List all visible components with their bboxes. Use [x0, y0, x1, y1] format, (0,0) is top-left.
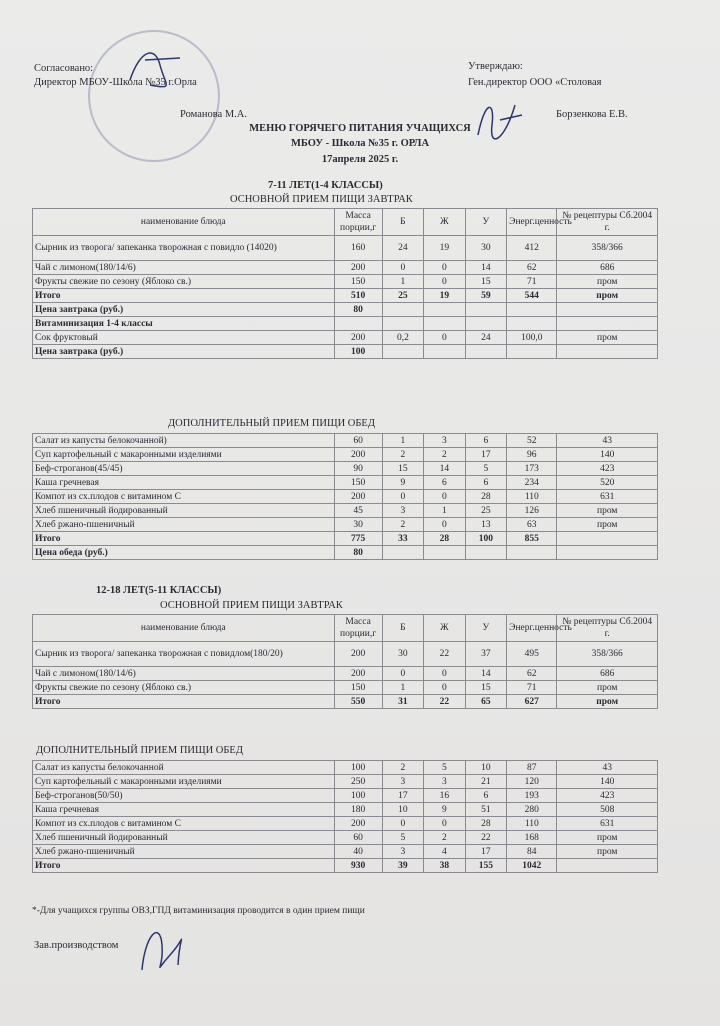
value-cell: 168: [507, 831, 557, 845]
value-cell: 5: [465, 462, 507, 476]
value-cell: 3: [424, 434, 466, 448]
column-header: У: [465, 209, 507, 236]
dish-name-cell: Хлеб пшеничный йодированный: [33, 831, 335, 845]
column-header: № рецептуры Сб.2004 г.: [557, 209, 658, 236]
value-cell: 24: [465, 331, 507, 345]
value-cell: 80: [334, 546, 382, 560]
approval-left-name: Романова М.А.: [180, 109, 248, 120]
value-cell: 0: [424, 518, 466, 532]
value-cell: 3: [382, 845, 424, 859]
value-cell: 140: [557, 775, 658, 789]
value-cell: 87: [507, 761, 557, 775]
value-cell: 775: [334, 532, 382, 546]
table-row: [33, 761, 658, 775]
column-header: Ж: [424, 209, 466, 236]
value-cell: 100: [334, 789, 382, 803]
school-name: МБОУ - Школа №35 г. ОРЛА: [290, 138, 430, 149]
value-cell: 14: [465, 667, 507, 681]
value-cell: 38: [424, 859, 466, 873]
group1-breakfast-table: [32, 208, 658, 359]
table-row: [33, 236, 658, 261]
table-row: [33, 462, 658, 476]
value-cell: 96: [507, 448, 557, 462]
value-cell: 627: [507, 695, 557, 709]
value-cell: 423: [557, 462, 658, 476]
table-row: [33, 532, 658, 546]
value-cell: 28: [424, 532, 466, 546]
value-cell: 17: [465, 448, 507, 462]
group1-lunch-title: ДОПОЛНИТЕЛЬНЫЙ ПРИЕМ ПИЩИ ОБЕД: [168, 418, 375, 429]
dish-name-cell: Итого: [33, 859, 335, 873]
table-row: [33, 317, 658, 331]
value-cell: 423: [557, 789, 658, 803]
value-cell: 686: [557, 667, 658, 681]
menu-date: 17апреля 2025 г.: [321, 154, 399, 165]
value-cell: [424, 303, 466, 317]
value-cell: 5: [424, 761, 466, 775]
menu-title: МЕНЮ ГОРЯЧЕГО ПИТАНИЯ УЧАЩИХСЯ: [249, 123, 471, 134]
value-cell: [465, 303, 507, 317]
value-cell: 17: [465, 845, 507, 859]
value-cell: 686: [557, 261, 658, 275]
value-cell: 0: [424, 275, 466, 289]
value-cell: 930: [334, 859, 382, 873]
value-cell: 855: [507, 532, 557, 546]
value-cell: 1: [382, 275, 424, 289]
group1-lunch-table: [32, 433, 658, 560]
dish-name-cell: Компот из сх.плодов с витамином С: [33, 490, 335, 504]
value-cell: 173: [507, 462, 557, 476]
value-cell: 200: [334, 490, 382, 504]
value-cell: 0,2: [382, 331, 424, 345]
value-cell: пром: [557, 504, 658, 518]
value-cell: 250: [334, 775, 382, 789]
table-row: [33, 434, 658, 448]
table-row: [33, 845, 658, 859]
signature-label: Зав.производством: [34, 940, 119, 951]
table-row: [33, 831, 658, 845]
dish-name-cell: Чай с лимоном(180/14/6): [33, 667, 335, 681]
value-cell: 2: [424, 831, 466, 845]
value-cell: 28: [465, 490, 507, 504]
value-cell: [424, 546, 466, 560]
value-cell: 16: [424, 789, 466, 803]
table-row: [33, 667, 658, 681]
value-cell: 90: [334, 462, 382, 476]
value-cell: 22: [465, 831, 507, 845]
dish-name-cell: Хлеб ржано-пшеничный: [33, 518, 335, 532]
dish-name-cell: Сырник из творога/ запеканка творожная с повидлом(180/20): [33, 642, 335, 667]
value-cell: 22: [424, 695, 466, 709]
table-row: [33, 289, 658, 303]
value-cell: [507, 317, 557, 331]
value-cell: пром: [557, 518, 658, 532]
table-row: [33, 331, 658, 345]
value-cell: 30: [334, 518, 382, 532]
value-cell: 631: [557, 490, 658, 504]
column-header: наименование блюда: [33, 209, 335, 236]
dish-name-cell: Витаминизация 1-4 классы: [33, 317, 335, 331]
value-cell: 126: [507, 504, 557, 518]
value-cell: 200: [334, 331, 382, 345]
value-cell: 24: [382, 236, 424, 261]
value-cell: 10: [465, 761, 507, 775]
approval-left-label: Согласовано:: [34, 63, 94, 74]
table-row: [33, 681, 658, 695]
value-cell: 0: [382, 817, 424, 831]
value-cell: 100,0: [507, 331, 557, 345]
dish-name-cell: Суп картофельный с макаронными изделиями: [33, 448, 335, 462]
table-row: [33, 504, 658, 518]
value-cell: 110: [507, 817, 557, 831]
value-cell: пром: [557, 695, 658, 709]
value-cell: [465, 345, 507, 359]
group2-age-title: 12-18 ЛЕТ(5-11 КЛАССЫ): [96, 585, 222, 596]
value-cell: 0: [382, 667, 424, 681]
value-cell: 3: [382, 504, 424, 518]
value-cell: 100: [334, 761, 382, 775]
dish-name-cell: Сок фруктовый: [33, 331, 335, 345]
value-cell: [557, 532, 658, 546]
group2-breakfast-title: ОСНОВНОЙ ПРИЕМ ПИЩИ ЗАВТРАК: [160, 600, 343, 611]
table-row: [33, 518, 658, 532]
value-cell: 15: [465, 275, 507, 289]
value-cell: 39: [382, 859, 424, 873]
dish-name-cell: Хлеб ржано-пшеничный: [33, 845, 335, 859]
value-cell: 150: [334, 476, 382, 490]
value-cell: 28: [465, 817, 507, 831]
value-cell: 25: [382, 289, 424, 303]
table-row: [33, 817, 658, 831]
value-cell: 120: [507, 775, 557, 789]
approval-right-name: Борзенкова Е.В.: [556, 109, 628, 120]
value-cell: 200: [334, 261, 382, 275]
value-cell: 508: [557, 803, 658, 817]
value-cell: 160: [334, 236, 382, 261]
value-cell: 412: [507, 236, 557, 261]
value-cell: 14: [465, 261, 507, 275]
value-cell: 30: [382, 642, 424, 667]
value-cell: 65: [465, 695, 507, 709]
value-cell: 193: [507, 789, 557, 803]
value-cell: 510: [334, 289, 382, 303]
value-cell: 2: [424, 448, 466, 462]
table-row: [33, 303, 658, 317]
value-cell: [507, 345, 557, 359]
value-cell: 33: [382, 532, 424, 546]
table-row: [33, 275, 658, 289]
value-cell: 63: [507, 518, 557, 532]
value-cell: 60: [334, 434, 382, 448]
value-cell: 9: [424, 803, 466, 817]
value-cell: [382, 303, 424, 317]
value-cell: 0: [424, 681, 466, 695]
value-cell: 80: [334, 303, 382, 317]
value-cell: 155: [465, 859, 507, 873]
dish-name-cell: Итого: [33, 289, 335, 303]
value-cell: 15: [382, 462, 424, 476]
table-row: [33, 789, 658, 803]
value-cell: [382, 317, 424, 331]
value-cell: [424, 317, 466, 331]
table-row: [33, 695, 658, 709]
value-cell: пром: [557, 289, 658, 303]
value-cell: 13: [465, 518, 507, 532]
value-cell: 9: [382, 476, 424, 490]
group2-lunch-title: ДОПОЛНИТЕЛЬНЫЙ ПРИЕМ ПИЩИ ОБЕД: [36, 745, 243, 756]
value-cell: 15: [465, 681, 507, 695]
value-cell: 22: [424, 642, 466, 667]
value-cell: 0: [424, 331, 466, 345]
value-cell: 631: [557, 817, 658, 831]
dish-name-cell: Итого: [33, 695, 335, 709]
group1-breakfast-title: ОСНОВНОЙ ПРИЕМ ПИЩИ ЗАВТРАК: [230, 194, 413, 205]
value-cell: пром: [557, 831, 658, 845]
approval-right-position: Ген.директор ООО «Столовая: [468, 77, 602, 88]
value-cell: 495: [507, 642, 557, 667]
value-cell: [382, 546, 424, 560]
value-cell: 140: [557, 448, 658, 462]
value-cell: 43: [557, 434, 658, 448]
table-row: [33, 642, 658, 667]
column-header: Энерг.ценность: [507, 615, 557, 642]
dish-name-cell: Цена завтрака (руб.): [33, 303, 335, 317]
value-cell: [557, 317, 658, 331]
value-cell: 234: [507, 476, 557, 490]
value-cell: 62: [507, 261, 557, 275]
table-row: [33, 775, 658, 789]
value-cell: 84: [507, 845, 557, 859]
value-cell: 40: [334, 845, 382, 859]
value-cell: 2: [382, 761, 424, 775]
value-cell: 1042: [507, 859, 557, 873]
value-cell: 6: [424, 476, 466, 490]
column-header: № рецептуры Сб.2004 г.: [557, 615, 658, 642]
value-cell: 150: [334, 275, 382, 289]
director-signature: [120, 40, 190, 100]
value-cell: 10: [382, 803, 424, 817]
value-cell: 1: [382, 681, 424, 695]
production-head-signature: [130, 915, 190, 985]
value-cell: 200: [334, 448, 382, 462]
value-cell: 51: [465, 803, 507, 817]
value-cell: 45: [334, 504, 382, 518]
value-cell: 52: [507, 434, 557, 448]
value-cell: 200: [334, 642, 382, 667]
value-cell: [557, 859, 658, 873]
value-cell: 14: [424, 462, 466, 476]
group2-lunch-table: [32, 760, 658, 873]
value-cell: 71: [507, 681, 557, 695]
dish-name-cell: Беф-строганов(50/50): [33, 789, 335, 803]
value-cell: 200: [334, 667, 382, 681]
value-cell: 0: [424, 490, 466, 504]
dish-name-cell: Фрукты свежие по сезону (Яблоко св.): [33, 681, 335, 695]
approval-right-label: Утверждаю:: [468, 61, 523, 72]
value-cell: 2: [382, 448, 424, 462]
dish-name-cell: Сырник из творога/ запеканка творожная с повидло (14020): [33, 236, 335, 261]
column-header: Ж: [424, 615, 466, 642]
dish-name-cell: Беф-строганов(45/45): [33, 462, 335, 476]
value-cell: 31: [382, 695, 424, 709]
value-cell: 6: [465, 476, 507, 490]
value-cell: 1: [424, 504, 466, 518]
value-cell: 110: [507, 490, 557, 504]
value-cell: 3: [382, 775, 424, 789]
value-cell: 280: [507, 803, 557, 817]
value-cell: 520: [557, 476, 658, 490]
value-cell: 6: [465, 789, 507, 803]
dish-name-cell: Каша гречневая: [33, 476, 335, 490]
value-cell: [382, 345, 424, 359]
dish-name-cell: Итого: [33, 532, 335, 546]
value-cell: 1: [382, 434, 424, 448]
value-cell: [424, 345, 466, 359]
table-row: [33, 859, 658, 873]
dish-name-cell: Фрукты свежие по сезону (Яблоко св.): [33, 275, 335, 289]
value-cell: 358/366: [557, 236, 658, 261]
column-header: наименование блюда: [33, 615, 335, 642]
group1-age-title: 7-11 ЛЕТ(1-4 КЛАССЫ): [268, 180, 383, 191]
dish-name-cell: Каша гречневая: [33, 803, 335, 817]
value-cell: 43: [557, 761, 658, 775]
value-cell: [465, 546, 507, 560]
value-cell: 100: [334, 345, 382, 359]
dish-name-cell: Компот из сх.плодов с витамином С: [33, 817, 335, 831]
approval-left-position: Директор МБОУ-Школа №35 г.Орла: [34, 77, 197, 88]
value-cell: 60: [334, 831, 382, 845]
value-cell: 0: [424, 261, 466, 275]
value-cell: 19: [424, 289, 466, 303]
value-cell: 200: [334, 817, 382, 831]
table-row: [33, 546, 658, 560]
value-cell: 100: [465, 532, 507, 546]
table-row: [33, 261, 658, 275]
table-row: [33, 476, 658, 490]
footnote: *-Для учащихся группы ОВЗ,ГПД витаминизация проводится в один прием пищи: [32, 906, 365, 916]
dish-name-cell: Цена обеда (руб.): [33, 546, 335, 560]
value-cell: пром: [557, 681, 658, 695]
column-header: Масса порции,г: [334, 615, 382, 642]
dish-name-cell: Суп картофельный с макаронными изделиями: [33, 775, 335, 789]
value-cell: [557, 546, 658, 560]
value-cell: 59: [465, 289, 507, 303]
dish-name-cell: Цена завтрака (руб.): [33, 345, 335, 359]
column-header: Б: [382, 615, 424, 642]
value-cell: 150: [334, 681, 382, 695]
column-header: Б: [382, 209, 424, 236]
table-row: [33, 490, 658, 504]
group2-breakfast-table: [32, 614, 658, 709]
column-header: У: [465, 615, 507, 642]
dish-name-cell: Хлеб пшеничный йодированный: [33, 504, 335, 518]
value-cell: 17: [382, 789, 424, 803]
value-cell: [557, 345, 658, 359]
value-cell: 0: [424, 817, 466, 831]
value-cell: 37: [465, 642, 507, 667]
value-cell: 544: [507, 289, 557, 303]
value-cell: 550: [334, 695, 382, 709]
value-cell: [465, 317, 507, 331]
value-cell: 71: [507, 275, 557, 289]
value-cell: пром: [557, 331, 658, 345]
table-row: [33, 345, 658, 359]
value-cell: [507, 546, 557, 560]
value-cell: 62: [507, 667, 557, 681]
value-cell: 358/366: [557, 642, 658, 667]
column-header: Энерг.ценность: [507, 209, 557, 236]
value-cell: 0: [382, 261, 424, 275]
value-cell: [334, 317, 382, 331]
value-cell: 4: [424, 845, 466, 859]
value-cell: 25: [465, 504, 507, 518]
value-cell: [557, 303, 658, 317]
value-cell: 2: [382, 518, 424, 532]
value-cell: [507, 303, 557, 317]
value-cell: 30: [465, 236, 507, 261]
dish-name-cell: Чай с лимоном(180/14/6): [33, 261, 335, 275]
dish-name-cell: Салат из капусты белокочанной): [33, 434, 335, 448]
value-cell: 180: [334, 803, 382, 817]
value-cell: пром: [557, 275, 658, 289]
value-cell: 21: [465, 775, 507, 789]
table-row: [33, 448, 658, 462]
table-row: [33, 803, 658, 817]
column-header: Масса порции,г: [334, 209, 382, 236]
value-cell: 5: [382, 831, 424, 845]
value-cell: 0: [382, 490, 424, 504]
value-cell: пром: [557, 845, 658, 859]
dish-name-cell: Салат из капусты белокочанной: [33, 761, 335, 775]
value-cell: 3: [424, 775, 466, 789]
value-cell: 0: [424, 667, 466, 681]
value-cell: 19: [424, 236, 466, 261]
value-cell: 6: [465, 434, 507, 448]
